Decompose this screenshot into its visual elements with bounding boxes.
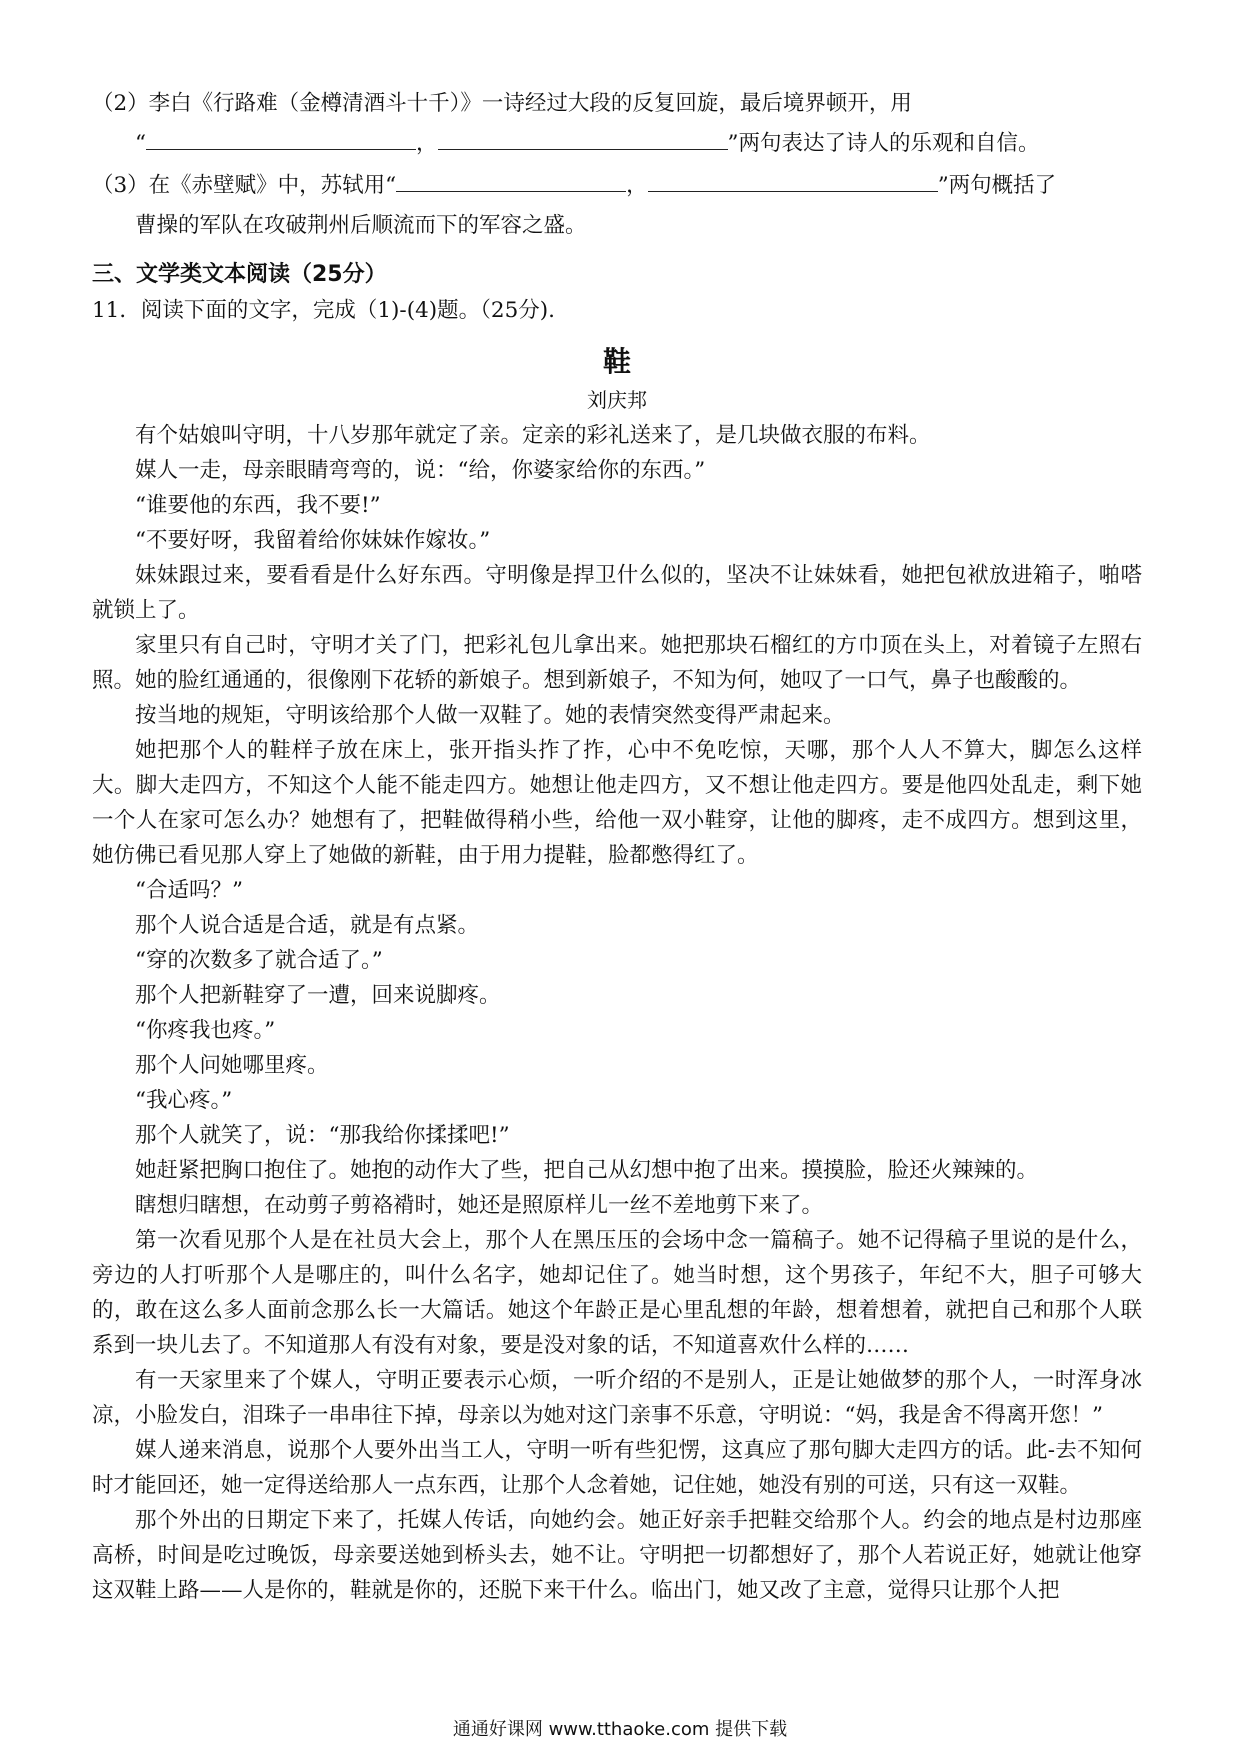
question-11-prompt: 11．阅读下面的文字，完成（1)-(4)题。（25分). [92, 298, 555, 323]
story-paragraph: 妹妹跟过来，要看看是什么好东西。守明像是捍卫什么似的，坚决不让妹妹看，她把包袱放进箱子，啪嗒就锁上了。 [92, 563, 1142, 623]
story-paragraph: 媒人递来消息，说那个人要外出当工人，守明一听有些犯愣，这真应了那句脚大走四方的话。此-去不知何时才能回还，她一定得送给那人一点东西，让那个人念着她，记住她，她没有别的可送，只有这一双鞋。 [92, 1438, 1142, 1498]
story-paragraph: 媒人一走，母亲眼睛弯弯的，说：“给，你婆家给你的东西。” [135, 458, 706, 483]
story-paragraph: 她把那个人的鞋样子放在床上，张开指头拃了拃，心中不免吃惊，天哪，那个人人不算大，脚怎么这样大。脚大走四方，不知这个人能不能走四方。她想让他走四方，又不想让他走四方。要是他四处乱走，剩下她一个人在家可怎么办？她想有了，把鞋做得稍小些，给他一双小鞋穿，让他的脚疼，走不成四方。想到这里，她仿佛已看见那人穿上了她做的新鞋，由于用力提鞋，脸都憋得红了。 [92, 738, 1142, 868]
question-2 [92, 84, 1142, 124]
story-paragraph: 那个人把新鞋穿了一遭，回来说脚疼。 [135, 983, 501, 1008]
open-quote: “ [135, 131, 146, 156]
story-dialogue: “穿的次数多了就合适了。” [135, 948, 383, 973]
story-paragraph: 按当地的规矩，守明该给那个人做一双鞋了。她的表情突然变得严肃起来。 [135, 703, 845, 728]
story-paragraph: 那个人就笑了，说：“那我给你揉揉吧!” [135, 1123, 510, 1148]
page-content [92, 84, 1142, 1608]
story-paragraph: 瞎想归瞎想，在动剪子剪袼褙时，她还是照原样儿一丝不差地剪下来了。 [135, 1193, 824, 1218]
comma: ， [626, 173, 648, 198]
question-2-text: （2）李白《行路难（金樽清酒斗十千）》一诗经过大段的反复回旋，最后境界顿开，用 [92, 91, 912, 116]
story-dialogue: “你疼我也疼。” [135, 1018, 276, 1043]
story-paragraph: 家里只有自己时，守明才关了门，把彩礼包儿拿出来。她把那块石榴红的方巾顶在头上，对着镜子左照右照。她的脸红通通的，很像刚下花轿的新娘子。想到新娘子，不知为何，她叹了一口气，鼻子也酸酸的。 [92, 633, 1142, 693]
answer-blank-2b[interactable] [438, 127, 728, 150]
question-3-text: （3）在《赤壁赋》中，苏轼用“ [92, 173, 397, 198]
question-2-ending: ”两句表达了诗人的乐观和自信。 [727, 131, 1040, 156]
section-heading: 三、文学类文本阅读（25分） [92, 262, 387, 287]
story-paragraph: 那个外出的日期定下来了，托媒人传话，向她约会。她正好亲手把鞋交给那个人。约会的地点是村边那座高桥，时间是吃过晚饭，母亲要送她到桥头去，她不让。守明把一切都想好了，那个人若说正好，她就让他穿这双鞋上路——人是你的，鞋就是你的，还脱下来干什么。临出门，她又改了主意，觉得只让那个人把 [92, 1508, 1142, 1603]
story-dialogue: “我心疼。” [135, 1088, 233, 1113]
question-3-ending: ”两句概括了 [937, 173, 1057, 198]
story-author: 刘庆邦 [587, 388, 647, 412]
answer-blank-2a[interactable] [146, 127, 416, 150]
question-3 [92, 166, 1142, 206]
story-title: 鞋 [602, 345, 631, 378]
story-dialogue: “合适吗？” [135, 878, 243, 903]
answer-blank-3a[interactable] [396, 169, 626, 192]
story-paragraph: 有一天家里来了个媒人，守明正要表示心烦，一听介绍的不是别人，正是让她做梦的那个人，一时浑身冰凉，小脸发白，泪珠子一串串往下掉，母亲以为她对这门亲事不乐意，守明说：“妈，我是舍不得离开您！” [92, 1368, 1142, 1428]
story-paragraph: 第一次看见那个人是在社员大会上，那个人在黑压压的会场中念一篇稿子。她不记得稿子里说的是什么，旁边的人打听那个人是哪庄的，叫什么名字，她却记住了。她当时想，这个男孩子，年纪不大，胆子可够大的，敢在这么多人面前念那么长一大篇话。她这个年龄正是心里乱想的年龄，想着想着，就把自己和那个人联系到一块儿去了。不知道那人有没有对象，要是没对象的话，不知道喜欢什么样的…… [92, 1228, 1142, 1358]
story-paragraph: 那个人问她哪里疼。 [135, 1053, 329, 1078]
story-paragraph: 那个人说合适是合适，就是有点紧。 [135, 913, 480, 938]
question-2-blanks [92, 124, 1142, 164]
question-3-continued: 曹操的军队在攻破荆州后顺流而下的军容之盛。 [135, 213, 587, 238]
answer-blank-3b[interactable] [648, 169, 938, 192]
story-paragraph: 她赶紧把胸口抱住了。她抱的动作大了些，把自己从幻想中抱了出来。摸摸脸，脸还火辣辣的。 [135, 1158, 1039, 1183]
comma: ， [416, 131, 438, 156]
story-paragraph: 有个姑娘叫守明，十八岁那年就定了亲。定亲的彩礼送来了，是几块做衣服的布料。 [135, 423, 931, 448]
story-dialogue: “不要好呀，我留着给你妹妹作嫁妆。” [135, 528, 491, 553]
story-dialogue: “谁要他的东西，我不要!” [135, 493, 381, 518]
page-footer: 通通好课网 www.tthaoke.com 提供下载 [452, 1719, 788, 1740]
